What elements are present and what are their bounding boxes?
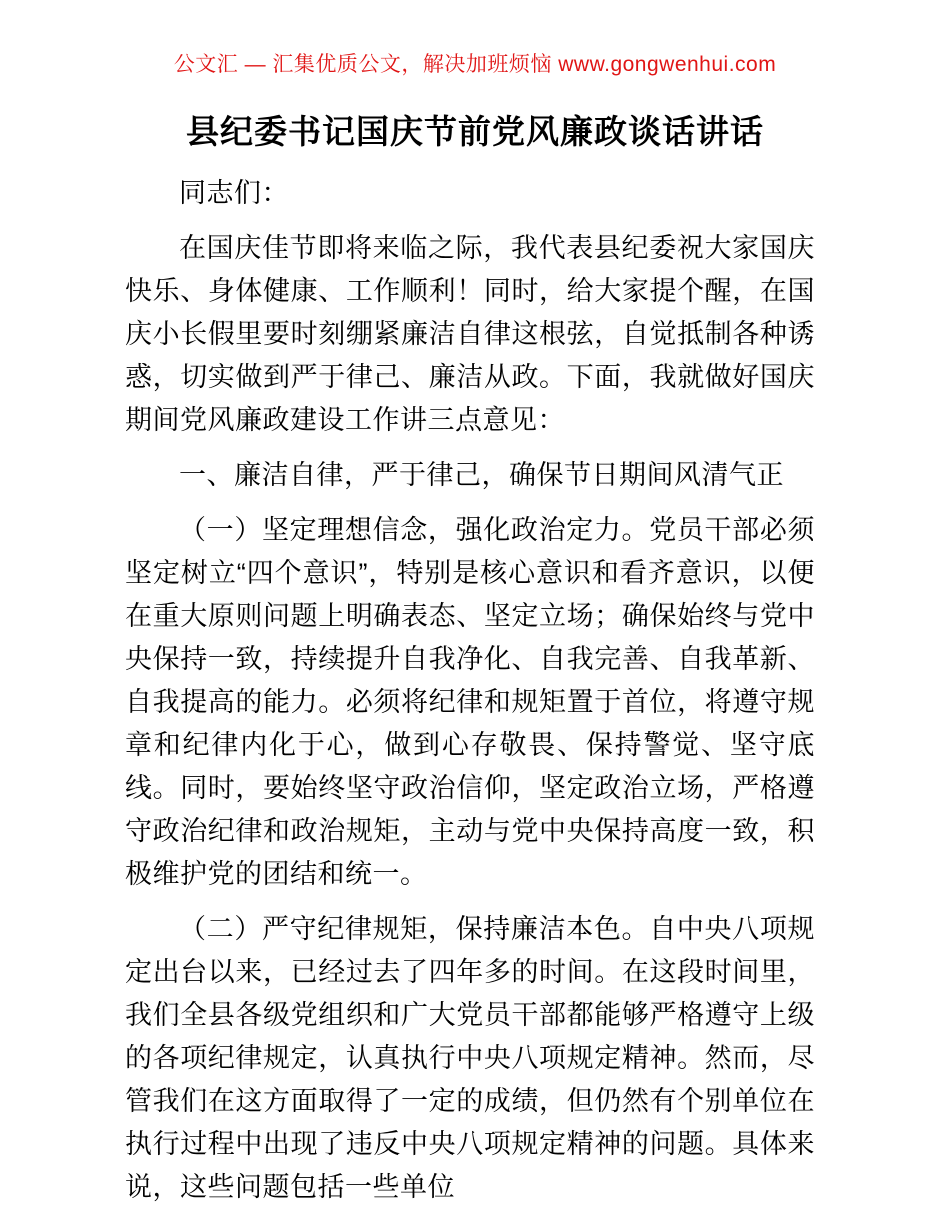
paragraph-intro: 在国庆佳节即将来临之际，我代表县纪委祝大家国庆快乐、身体健康、工作顺利！同时，给大家提个醒，在国庆小长假里要时刻绷紧廉洁自律这根弦，自觉抵制各种诱惑，切实做到严于律己、廉洁从政。下面，我就做好国庆期间党风廉政建设工作讲三点意见： [125,233,815,435]
section-heading-1: 一、廉洁自律，严于律己，确保节日期间风清气正 [179,460,784,490]
paragraph-point-1: （一）坚定理想信念，强化政治定力。党员干部必须坚定树立“四个意识”，特别是核心意识和看齐意识，以便在重大原则问题上明确表态、坚定立场；确保始终与党中央保持一致，持续提升自我净化、自我完善、自我革新、自我提高的能力。必须将纪律和规矩置于首位，将遵守规章和纪律内化于心，做到心存敬畏、保持警觉、坚守底线。同时，要始终坚守政治信仰，坚定政治立场，严格遵守政治纪律和政治规矩，主动与党中央保持高度一致，积极维护党的团结和统一。 [125,515,815,889]
salutation: 同志们： [179,178,289,208]
document-body [125,172,815,1209]
paragraph-point-2: （二）严守纪律规矩，保持廉洁本色。自中央八项规定出台以来，已经过去了四年多的时间。在这段时间里，我们全县各级党组织和广大党员干部都能够严格遵守上级的各项纪律规定，认真执行中央八项规定精神。然而，尽管我们在这方面取得了一定的成绩，但仍然有个别单位在执行过程中出现了违反中央八项规定精神的问题。具体来说，这些问题包括一些单位 [125,914,815,1202]
document-title: 县纪委书记国庆节前党风廉政谈话讲话 [186,113,764,150]
watermark-header: 公文汇 — 汇集优质公文，解决加班烦恼 www.gongwenhui.com [173,53,777,76]
